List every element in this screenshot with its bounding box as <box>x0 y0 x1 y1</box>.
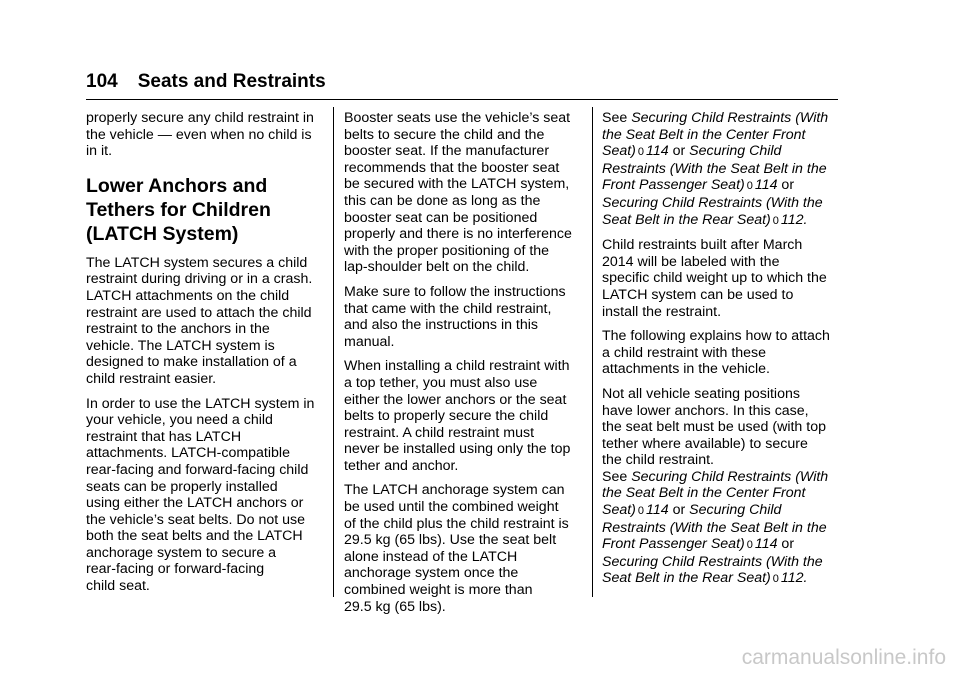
page-header <box>86 70 326 94</box>
page-ref-icon: 0 <box>637 146 645 159</box>
paragraph <box>344 284 580 350</box>
section-title: Seats and Restraints <box>137 71 326 92</box>
text-line: and also the instructions in this <box>344 317 539 334</box>
cross-ref-link[interactable]: Seat Belt in the Rear Seat) <box>602 570 771 587</box>
text-line: In order to use the LATCH system in <box>86 395 315 412</box>
paragraph <box>86 255 322 388</box>
see-also-block <box>602 110 840 229</box>
text-line: attachments in the vehicle. <box>602 361 770 378</box>
text-line: either the lower anchors or the seat <box>344 391 567 408</box>
text-line: install the restraint. <box>602 303 722 320</box>
page-ref[interactable]: 114 <box>754 177 778 194</box>
text-line: the child restraint. <box>602 452 714 469</box>
cross-ref-link[interactable]: Front Passenger Seat) <box>602 536 745 553</box>
column-3 <box>602 110 840 596</box>
page-ref-icon: 0 <box>746 539 753 552</box>
text-line: Booster seats use the vehicle’s seat <box>344 110 571 126</box>
page-number: 104 <box>86 71 118 92</box>
text-line: in it. <box>86 143 113 160</box>
text-line: Make sure to follow the instructions <box>344 283 566 300</box>
text-line: 29.5 kg (65 lbs). Use the seat belt <box>344 532 557 549</box>
paragraph <box>602 328 840 378</box>
page-ref[interactable]: 114 <box>646 143 669 160</box>
text-line: rear-facing and forward-facing child <box>86 461 309 478</box>
page-ref[interactable]: 114 <box>646 502 669 519</box>
text-line: belts to secure the child and the <box>344 126 545 143</box>
text-line: LATCH attachments on the child <box>86 287 290 304</box>
paragraph <box>344 482 580 615</box>
column-2 <box>344 110 580 623</box>
cross-ref-link[interactable]: Restraints (With the Seat Belt in the <box>602 519 827 536</box>
cross-ref-link[interactable]: Restraints (With the Seat Belt in the <box>602 160 827 177</box>
cross-ref-link[interactable]: Securing Child <box>689 143 782 160</box>
text-line: never be installed using only the top <box>344 441 571 458</box>
cross-ref-link[interactable]: Seat) <box>602 502 636 519</box>
text-line: be secured with the LATCH system, <box>344 176 570 193</box>
text-line: the seat belt must be used (with top <box>602 419 826 436</box>
text-line: child seat. <box>86 578 150 595</box>
cross-ref-link[interactable]: Securing Child <box>689 502 782 519</box>
or-text: or <box>668 143 690 160</box>
text-line: the vehicle — even when no child is <box>86 126 312 143</box>
paragraph <box>86 110 322 160</box>
heading-line: Lower Anchors and <box>86 174 268 197</box>
text-line: Child restraints built after March <box>602 237 803 254</box>
text-line: The following explains how to attach <box>602 328 830 345</box>
column-divider-1 <box>333 107 334 597</box>
text-line: combined weight is more than <box>344 582 533 599</box>
text-line: Not all vehicle seating positions <box>602 385 800 402</box>
cross-ref-link[interactable]: Securing Child Restraints (With <box>631 110 829 126</box>
page-ref-icon: 0 <box>637 505 645 518</box>
text-line: tether where available) to secure <box>602 435 808 452</box>
text-line: that came with the child restraint, <box>344 300 552 317</box>
text-line: restraint that has LATCH <box>86 428 242 445</box>
or-text: or <box>777 536 795 553</box>
text-line: restraint during driving or in a crash. <box>86 271 313 288</box>
cross-ref-link[interactable]: the Seat Belt in the Center Front <box>602 485 806 502</box>
page-ref-icon: 0 <box>746 180 753 193</box>
or-text: or <box>668 502 690 519</box>
text-line: designed to make installation of a <box>86 354 297 371</box>
text-line: The LATCH anchorage system can <box>344 482 565 499</box>
text-line: of the child plus the child restraint is <box>344 515 569 532</box>
or-text: or <box>777 177 795 194</box>
text-line: your vehicle, you need a child <box>86 412 273 429</box>
text-line: restraint are used to attach the child <box>86 304 312 321</box>
text-line: LATCH system can be used to <box>602 286 794 303</box>
text-line: child restraint easier. <box>86 370 217 387</box>
cross-ref-link[interactable]: Securing Child Restraints (With the <box>602 553 823 570</box>
text-line: with the proper positioning of the <box>344 242 550 259</box>
text-line: 29.5 kg (65 lbs). <box>344 598 446 615</box>
cross-ref-link[interactable]: Seat Belt in the Rear Seat) <box>602 211 771 228</box>
paragraph <box>602 386 840 469</box>
text-line: the vehicle’s seat belts. Do not use <box>86 511 305 528</box>
paragraph <box>602 237 840 320</box>
text-line: belts to properly secure the child <box>344 408 549 425</box>
header-rule <box>86 99 838 100</box>
column-1 <box>86 110 322 603</box>
text-line: using either the LATCH anchors or <box>86 495 304 512</box>
text-line: both the seat belts and the LATCH <box>86 528 303 545</box>
page-ref[interactable]: 112 <box>780 211 804 228</box>
text-line: When installing a child restraint with <box>344 358 570 375</box>
cross-ref-link[interactable]: the Seat Belt in the Center Front <box>602 126 806 143</box>
text-line: recommends that the booster seat <box>344 159 560 176</box>
text-line: booster seat. If the manufacturer <box>344 143 550 160</box>
see-label: See <box>602 468 632 485</box>
text-line: this can be done as long as the <box>344 192 541 209</box>
period: . <box>803 570 808 587</box>
section-heading <box>86 174 322 246</box>
text-line: 2014 will be labeled with the <box>602 253 780 270</box>
text-line: lap-shoulder belt on the child. <box>344 259 530 276</box>
paragraph <box>344 110 580 276</box>
text-line: tether and anchor. <box>344 457 459 474</box>
heading-line: Tethers for Children <box>86 198 271 221</box>
cross-ref-link[interactable]: Securing Child Restraints (With <box>631 468 829 485</box>
text-line: have lower anchors. In this case, <box>602 402 809 419</box>
text-line: anchorage system to secure a <box>86 544 277 561</box>
text-line: anchorage system once the <box>344 565 519 582</box>
text-line: attachments. LATCH-compatible <box>86 445 290 462</box>
page-ref[interactable]: 112 <box>780 570 804 587</box>
paragraph <box>344 358 580 474</box>
text-line: rear-facing or forward-facing <box>86 561 265 578</box>
text-line: alone instead of the LATCH <box>344 548 518 565</box>
text-line: specific child weight up to which the <box>602 270 827 287</box>
text-line: be used until the combined weight <box>344 499 559 516</box>
column-divider-2 <box>592 107 593 597</box>
text-line: a top tether, you must also use <box>344 374 538 391</box>
see-label: See <box>602 110 632 126</box>
watermark: carmanualsonline.info <box>741 646 946 669</box>
text-line: vehicle. The LATCH system is <box>86 337 275 354</box>
text-line: The LATCH system secures a child <box>86 254 308 271</box>
paragraph <box>86 396 322 595</box>
text-line: restraint. A child restraint must <box>344 424 535 441</box>
cross-ref-link[interactable]: Securing Child Restraints (With the <box>602 194 823 211</box>
period: . <box>803 211 808 228</box>
cross-ref-link[interactable]: Front Passenger Seat) <box>602 177 745 194</box>
page-ref-icon: 0 <box>772 573 779 586</box>
cross-ref-link[interactable]: Seat) <box>602 143 636 160</box>
text-line: a child restraint with these <box>602 344 767 361</box>
text-line: restraint to the anchors in the <box>86 321 270 338</box>
text-line: properly secure any child restraint in <box>86 110 314 126</box>
see-also-block <box>602 469 840 588</box>
text-line: manual. <box>344 333 395 350</box>
heading-line: (LATCH System) <box>86 222 239 245</box>
page-ref[interactable]: 114 <box>754 536 778 553</box>
text-line: booster seat can be positioned <box>344 209 538 226</box>
text-line: seats can be properly installed <box>86 478 278 495</box>
page-ref-icon: 0 <box>772 214 779 227</box>
text-line: properly and there is no interference <box>344 226 572 243</box>
